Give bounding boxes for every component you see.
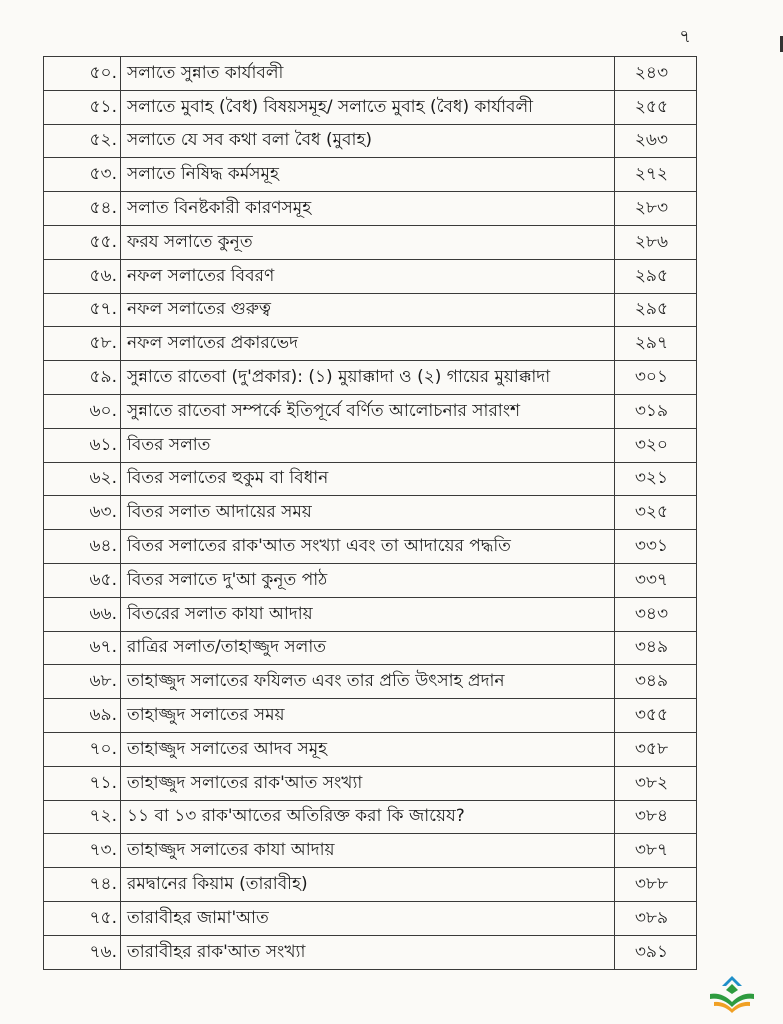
entry-number: ৫৯. (44, 361, 121, 395)
entry-title: রমদ্বানের কিয়াম (তারাবীহ) (121, 868, 615, 902)
entry-number: ৬৪. (44, 530, 121, 564)
table-row (44, 732, 697, 766)
table-row (44, 597, 697, 631)
entry-title: বিতর সলাতের রাক'আত সংখ্যা এবং তা আদায়ের পদ্ধতি (121, 530, 615, 564)
toc-body (44, 57, 697, 970)
entry-number: ৬৩. (44, 496, 121, 530)
entry-page: ২৭২ (615, 158, 697, 192)
entry-number: ৫৮. (44, 327, 121, 361)
entry-title: বিতর সলাতের হুকুম বা বিধান (121, 462, 615, 496)
entry-title: সলাতে সুন্নাত কার্যাবলী (121, 57, 615, 91)
entry-title: সলাতে মুবাহ (বৈধ) বিষয়সমূহ/ সলাতে মুবাহ (বৈধ) কার্যাবলী (121, 90, 615, 124)
entry-title: ফরয সলাতে কুনূত (121, 225, 615, 259)
entry-title: তাহাজ্জুদ সলাতের রাক'আত সংখ্যা (121, 766, 615, 800)
entry-page: ২৯৫ (615, 293, 697, 327)
table-row (44, 327, 697, 361)
entry-page: ২৮৩ (615, 192, 697, 226)
table-row (44, 361, 697, 395)
entry-number: ৭৩. (44, 834, 121, 868)
entry-number: ৭৬. (44, 935, 121, 969)
entry-title: সুন্নাতে রাতেবা (দু'প্রকার): (১) মুয়াক্কাদা ও (২) গায়ের মুয়াক্কাদা (121, 361, 615, 395)
entry-page: ৩৪৯ (615, 665, 697, 699)
table-row (44, 259, 697, 293)
table-row (44, 834, 697, 868)
table-row (44, 394, 697, 428)
page-number: ৭ (679, 26, 691, 47)
entry-page: ৩৪৩ (615, 597, 697, 631)
entry-page: ২৯৭ (615, 327, 697, 361)
entry-title: নফল সলাতের গুরুত্ব (121, 293, 615, 327)
table-row (44, 293, 697, 327)
table-row (44, 665, 697, 699)
entry-page: ২৪৩ (615, 57, 697, 91)
entry-page: ৩৮৯ (615, 901, 697, 935)
table-row (44, 158, 697, 192)
entry-page: ২৯৫ (615, 259, 697, 293)
entry-page: ৩৮৭ (615, 834, 697, 868)
entry-title: বিতর সলাত (121, 428, 615, 462)
entry-page: ৩৯১ (615, 935, 697, 969)
entry-title: তারাবীহর রাক'আত সংখ্যা (121, 935, 615, 969)
entry-number: ৫৫. (44, 225, 121, 259)
table-row (44, 631, 697, 665)
entry-number: ৫০. (44, 57, 121, 91)
entry-page: ২৮৬ (615, 225, 697, 259)
entry-page: ৩০১ (615, 361, 697, 395)
entry-page: ৩২৫ (615, 496, 697, 530)
entry-number: ৫১. (44, 90, 121, 124)
entry-page: ২৫৫ (615, 90, 697, 124)
table-row (44, 225, 697, 259)
entry-title: তাহাজ্জুদ সলাতের আদব সমূহ (121, 732, 615, 766)
table-row (44, 496, 697, 530)
entry-title: সলাত বিনষ্টকারী কারণসমূহ (121, 192, 615, 226)
entry-number: ৭২. (44, 800, 121, 834)
entry-page: ৩৮৮ (615, 868, 697, 902)
entry-number: ৫৭. (44, 293, 121, 327)
entry-title: সলাতে যে সব কথা বলা বৈধ (মুবাহ) (121, 124, 615, 158)
entry-title: তাহাজ্জুদ সলাতের সময় (121, 699, 615, 733)
entry-title: নফল সলাতের বিবরণ (121, 259, 615, 293)
table-row (44, 57, 697, 91)
entry-page: ৩৩১ (615, 530, 697, 564)
entry-title: নফল সলাতের প্রকারভেদ (121, 327, 615, 361)
entry-number: ৫৩. (44, 158, 121, 192)
entry-page: ৩১৯ (615, 394, 697, 428)
entry-number: ৬৮. (44, 665, 121, 699)
table-row (44, 563, 697, 597)
entry-number: ৬০. (44, 394, 121, 428)
entry-number: ৬৭. (44, 631, 121, 665)
book-logo-icon (704, 972, 760, 1016)
entry-number: ৭১. (44, 766, 121, 800)
entry-page: ৩৫৫ (615, 699, 697, 733)
table-row (44, 868, 697, 902)
entry-number: ৫৪. (44, 192, 121, 226)
entry-title: তাহাজ্জুদ সলাতের কাযা আদায় (121, 834, 615, 868)
table-row (44, 90, 697, 124)
entry-number: ৬১. (44, 428, 121, 462)
entry-title: সুন্নাতে রাতেবা সম্পর্কে ইতিপূর্বে বর্ণিত আলোচনার সারাংশ (121, 394, 615, 428)
table-of-contents (43, 56, 697, 970)
entry-title: ১১ বা ১৩ রাক'আতের অতিরিক্ত করা কি জায়েয? (121, 800, 615, 834)
entry-number: ৭৪. (44, 868, 121, 902)
entry-title: সলাতে নিষিদ্ধ কর্মসমূহ (121, 158, 615, 192)
entry-title: বিতরের সলাত কাযা আদায় (121, 597, 615, 631)
entry-number: ৭০. (44, 732, 121, 766)
entry-number: ৬৫. (44, 563, 121, 597)
table-row (44, 766, 697, 800)
entry-title: তারাবীহর জামা'আত (121, 901, 615, 935)
entry-page: ৩৫৮ (615, 732, 697, 766)
table-row (44, 192, 697, 226)
entry-number: ৬২. (44, 462, 121, 496)
table-row (44, 462, 697, 496)
entry-number: ৭৫. (44, 901, 121, 935)
entry-page: ৩৮৪ (615, 800, 697, 834)
entry-page: ৩২০ (615, 428, 697, 462)
entry-title: তাহাজ্জুদ সলাতের ফযিলত এবং তার প্রতি উৎসাহ প্রদান (121, 665, 615, 699)
table-row (44, 935, 697, 969)
entry-number: ৫৬. (44, 259, 121, 293)
table-row (44, 699, 697, 733)
entry-page: ৩৮২ (615, 766, 697, 800)
entry-number: ৬৬. (44, 597, 121, 631)
entry-page: ২৬৩ (615, 124, 697, 158)
entry-title: বিতর সলাতে দু'আ কুনূত পাঠ (121, 563, 615, 597)
entry-title: বিতর সলাত আদায়ের সময় (121, 496, 615, 530)
entry-page: ৩৩৭ (615, 563, 697, 597)
entry-number: ৬৯. (44, 699, 121, 733)
table-row (44, 428, 697, 462)
entry-page: ৩২১ (615, 462, 697, 496)
table-row (44, 530, 697, 564)
table-row (44, 124, 697, 158)
table-row (44, 901, 697, 935)
entry-number: ৫২. (44, 124, 121, 158)
entry-page: ৩৪৯ (615, 631, 697, 665)
entry-title: রাত্রির সলাত/তাহাজ্জুদ সলাত (121, 631, 615, 665)
table-row (44, 800, 697, 834)
